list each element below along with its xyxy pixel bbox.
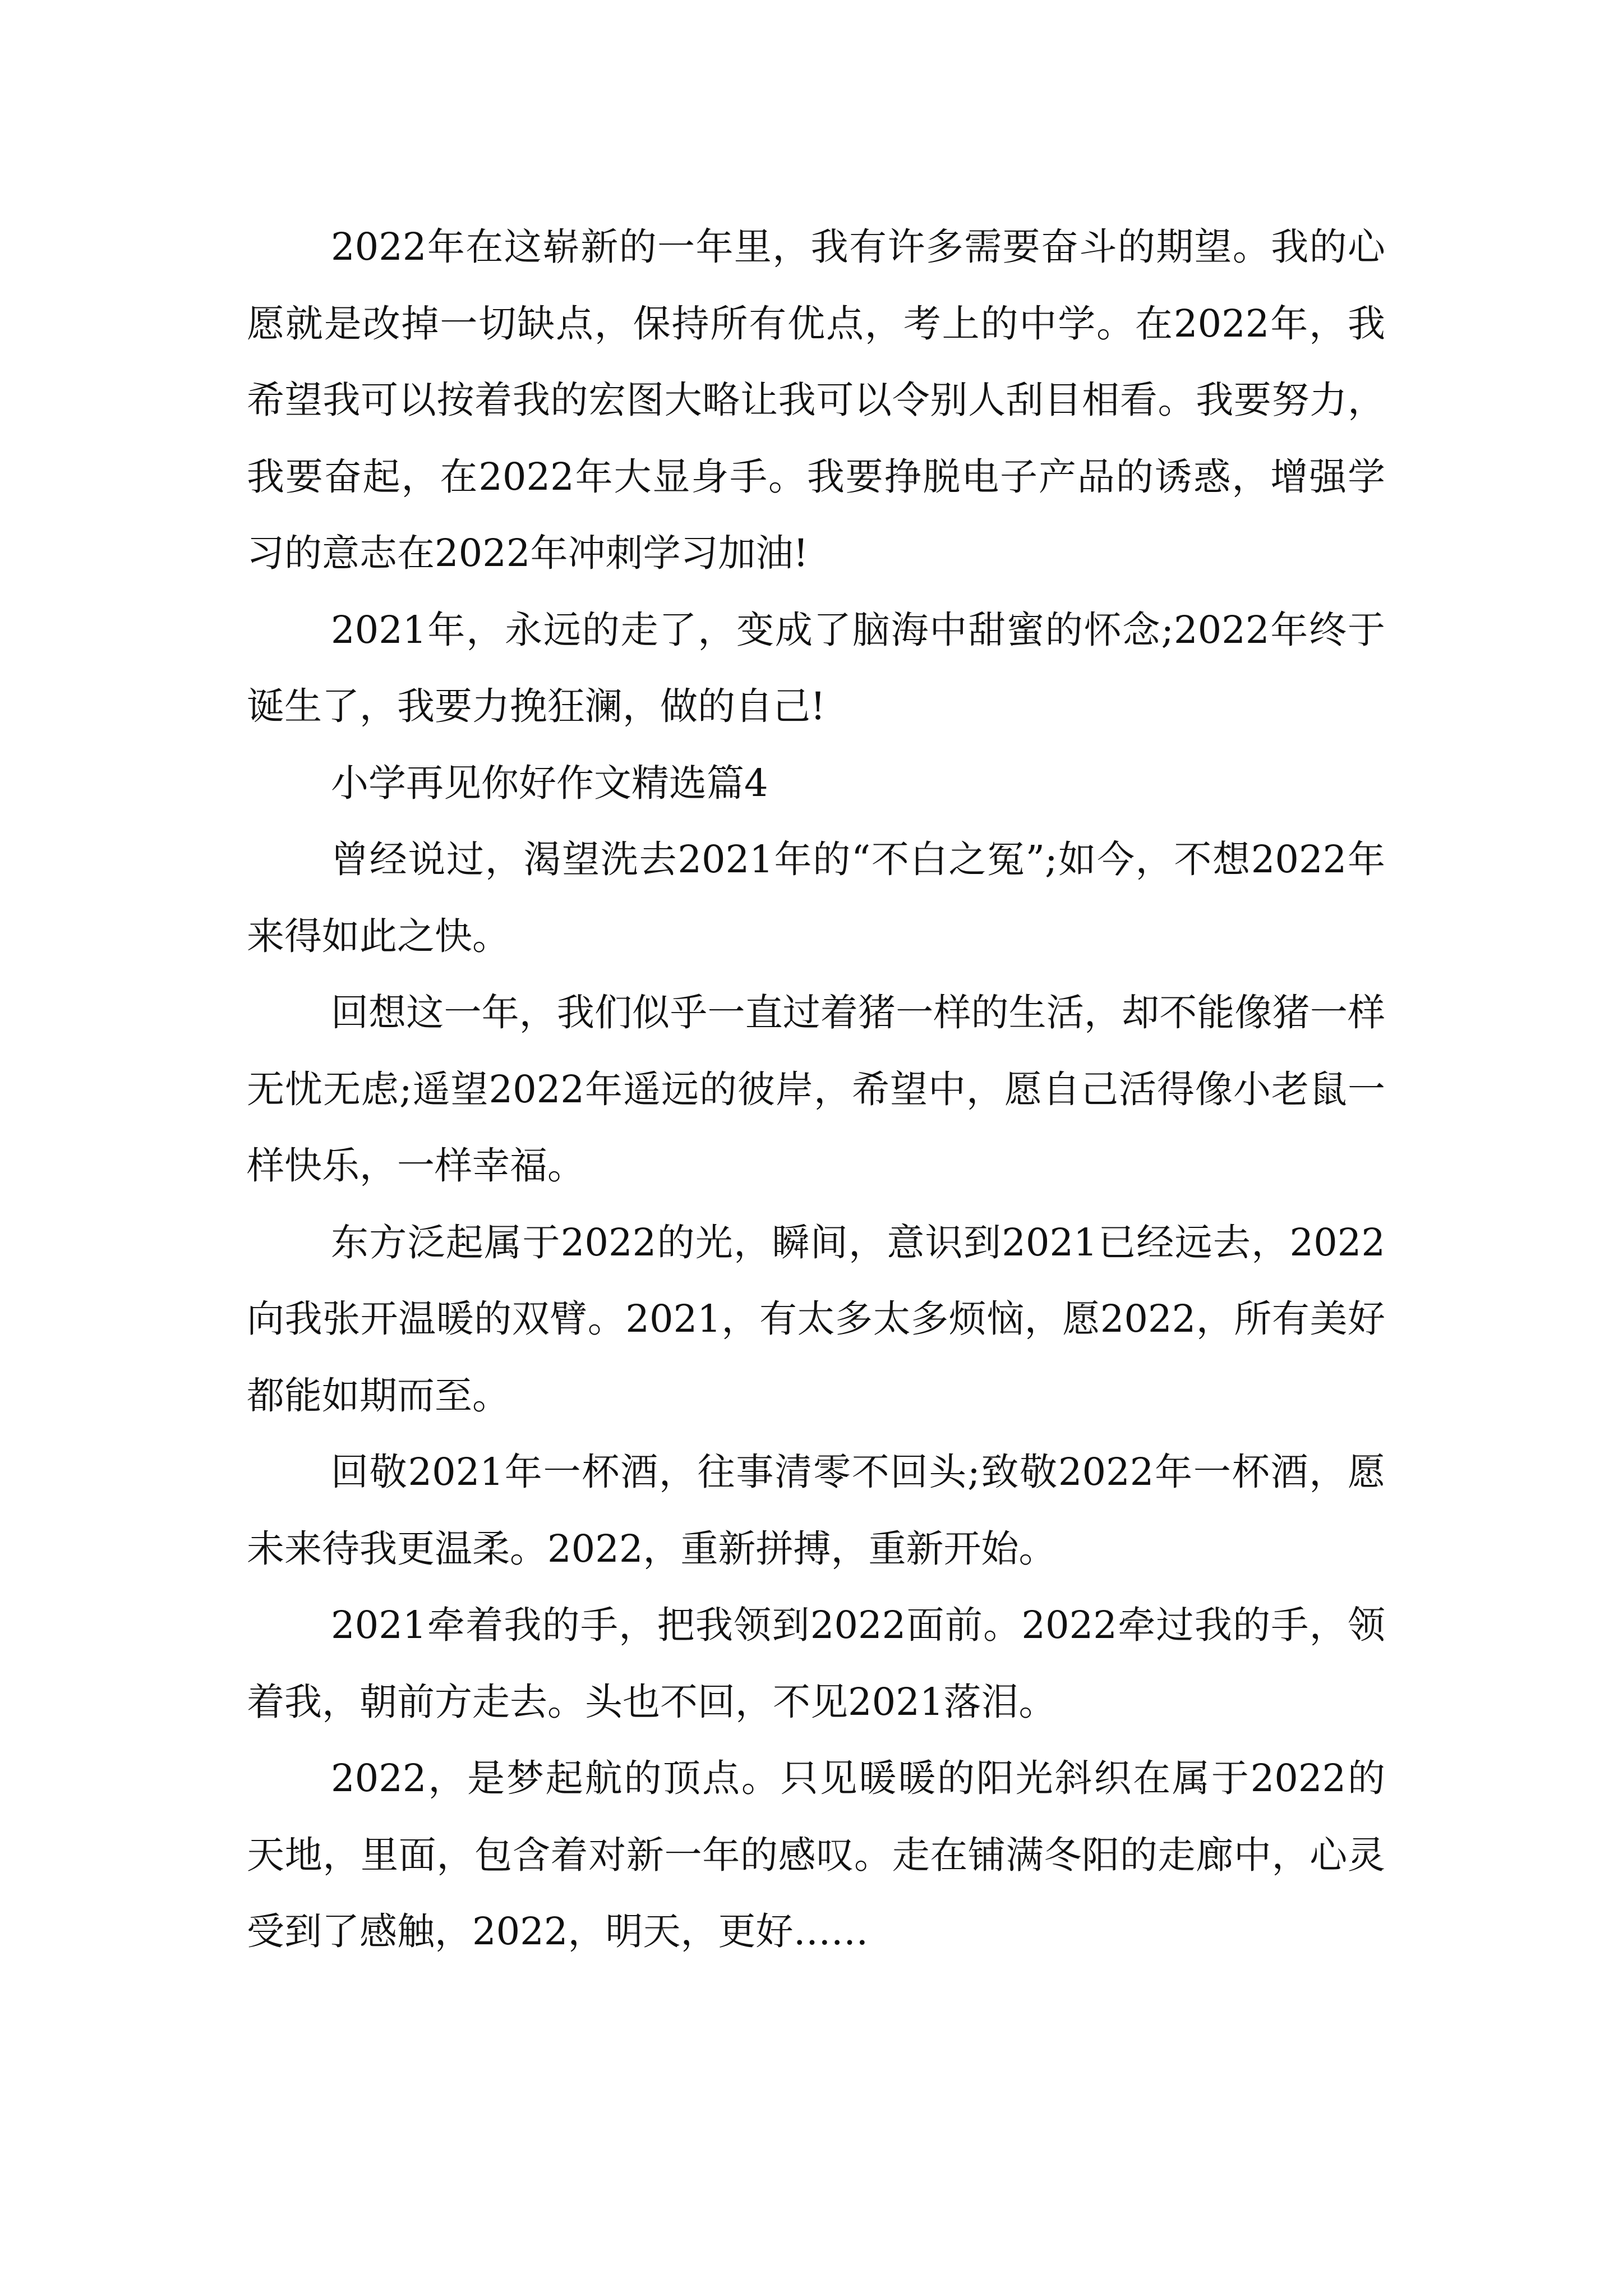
paragraph-east-light: 东方泛起属于2022的光，瞬间，意识到2021已经远去，2022向我张开温暖的双臂。2021，有太多太多烦恼，愿2022，所有美好都能如期而至。 <box>247 1220 1385 1418</box>
paragraph-dream-sail: 2022，是梦起航的顶点。只见暖暖的阳光斜织在属于2022的天地，里面，包含着对新一年的感叹。走在铺满冬阳的走廊中，心灵受到了感触，2022，明天，更好…… <box>247 1756 1385 1953</box>
section-heading: 小学再见你好作文精选篇4 <box>331 761 768 805</box>
paragraph-resolutions: 2022年在这崭新的一年里，我有许多需要奋斗的期望。我的心愿就是改掉一切缺点，保持所有优点，考上的中学。在2022年，我希望我可以按着我的宏图大略让我可以令别人刮目相看。我要努力，我要奋起，在2022年大显身手。我要挣脱电子产品的诱惑，增强学习的意志在2022年冲刺学习加油! <box>247 225 1385 575</box>
paragraph-farewell-2021: 2021年，永远的走了，变成了脑海中甜蜜的怀念;2022年终于诞生了，我要力挽狂澜，做的自己! <box>247 608 1385 728</box>
paragraph-once-said: 曾经说过，渴望洗去2021年的“不白之冤”;如今，不想2022年来得如此之快。 <box>247 838 1385 958</box>
document-body <box>247 209 1385 1970</box>
paragraph-hand-in-hand: 2021牵着我的手，把我领到2022面前。2022牵过我的手，领着我，朝前方走去。头也不回，不见2021落泪。 <box>247 1603 1385 1724</box>
paragraph-toast: 回敬2021年一杯酒，往事清零不回头;致敬2022年一杯酒，愿未来待我更温柔。2022，重新拼搏，重新开始。 <box>247 1450 1385 1571</box>
paragraph-looking-back: 回想这一年，我们似乎一直过着猪一样的生活，却不能像猪一样无忧无虑;遥望2022年遥远的彼岸，希望中，愿自己活得像小老鼠一样快乐，一样幸福。 <box>247 991 1385 1188</box>
